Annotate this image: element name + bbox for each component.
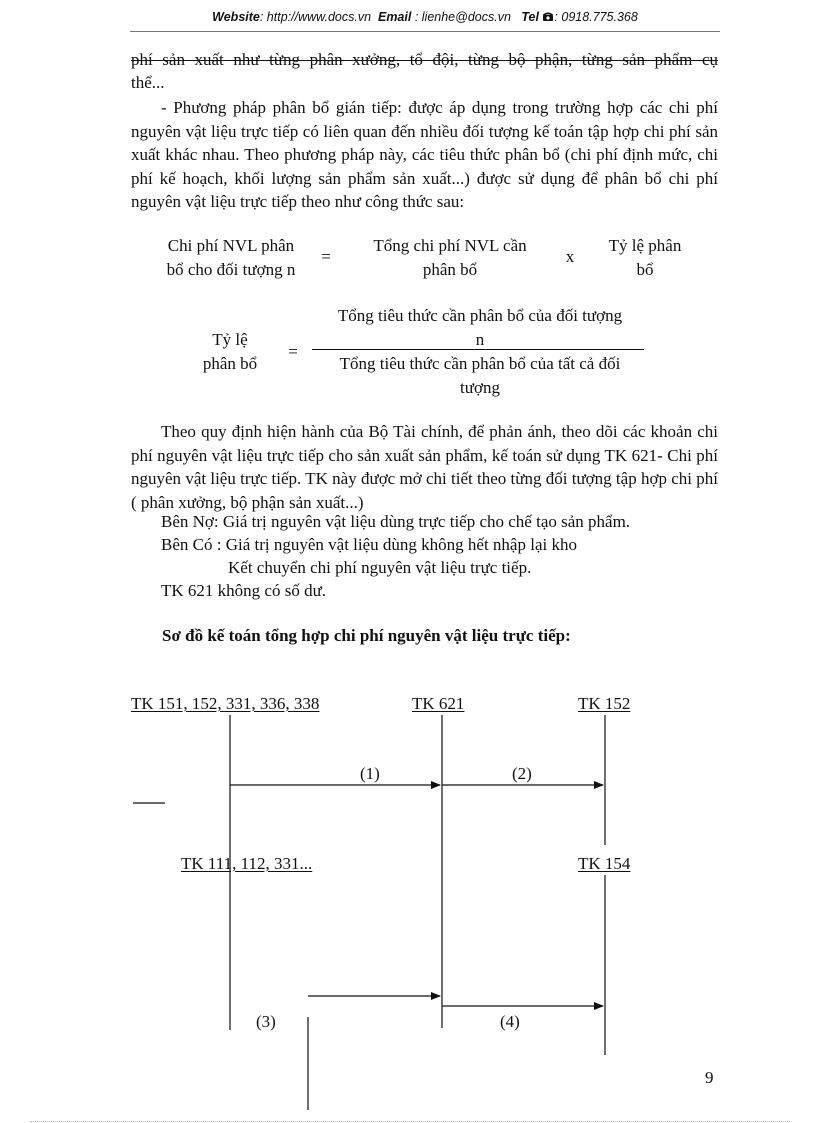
formula2-lhs-line2: phân bổ <box>202 354 258 373</box>
formula1-lhs-line2: bổ cho đối tượng n <box>166 260 296 279</box>
cut-off-line-end: thể... <box>131 73 165 92</box>
page-number: 9 <box>705 1068 714 1087</box>
account-tk152: TK 152 <box>578 694 631 713</box>
flow-label-1: (1) <box>360 764 380 783</box>
formula1-rhs-line1: Tỷ lệ phân <box>608 236 682 255</box>
formula2-num-line1: Tổng tiêu thức cần phân bổ của đối tượng <box>337 306 623 325</box>
regulation-paragraph: Theo quy định hiện hành của Bộ Tài chính, để phản ánh, theo dõi các khoản chi phí nguyên vật liệu trực tiếp cho sản xuất sản phẩm, kế toán sử dụng TK 621- Chi phí nguyên vật liệu trực tiếp. TK này được mở chi tiết theo từng đối tượng tập hợp chi phí ( phân xưởng, bộ phận sản xuất...) <box>131 422 718 512</box>
tel-label: Tel <box>521 10 539 24</box>
formula2-lhs-line1: Tỷ lệ <box>212 330 248 349</box>
formula2-num-line2: n <box>475 330 485 349</box>
ben-co-line: Bên Có : Giá trị nguyên vật liệu dùng không hết nhập lại kho <box>161 535 577 554</box>
email-value: : lienhe@docs.vn <box>414 10 511 24</box>
formula1-rhs-line2: bổ <box>636 260 654 279</box>
diagram-heading: Sơ đồ kế toán tổng hợp chi phí nguyên vật liệu trực tiếp: <box>162 626 571 645</box>
formula2-den-line2: tượng <box>460 378 500 397</box>
flow-label-4: (4) <box>500 1012 520 1031</box>
formula2-equals: = <box>288 342 298 361</box>
cut-off-line: phí sản xuất như từng phân xưởng, tổ đội, từng bộ phận, từng sản phẩm cụ <box>131 50 718 69</box>
ben-no-line: Bên Nợ: Giá trị nguyên vật liệu dùng trực tiếp cho chế tạo sản phẩm. <box>161 512 631 531</box>
flow-label-2: (2) <box>512 764 532 783</box>
account-tk151: TK 151, 152, 331, 336, 338 <box>131 694 320 713</box>
account-tk154: TK 154 <box>578 854 631 873</box>
tel-value: : 0918.775.368 <box>554 10 638 24</box>
email-label: Email <box>377 10 412 24</box>
footer-divider <box>30 1121 790 1122</box>
website-label: Website <box>212 10 260 24</box>
formula1-equals: = <box>321 247 331 266</box>
formula1-mid-line1: Tổng chi phí NVL cần <box>373 236 527 255</box>
ket-chuyen-line: Kết chuyển chi phí nguyên vật liệu trực tiếp. <box>228 558 532 577</box>
formula1-times: x <box>565 247 575 266</box>
indirect-method-paragraph: - Phương pháp phân bổ gián tiếp: được áp dụng trong trường hợp các chi phí nguyên vật liệu trực tiếp có liên quan đến nhiều đối tượng kế toán tập hợp chi phí sản xuất khác nhau. Theo phương pháp này, các tiêu thức phân bổ (chi phí định mức, chi phí kế hoạch, khối lượng sản phẩm sản xuất...) được sử dụng để phân bổ chi phí nguyên vật liệu trực tiếp theo như công thức sau: <box>131 98 718 211</box>
flow-label-3: (3) <box>256 1012 276 1031</box>
formula1-lhs-line1: Chi phí NVL phân <box>167 236 295 255</box>
formula1-mid-line2: phân bổ <box>422 260 478 279</box>
website-value: : http://www.docs.vn <box>259 10 372 24</box>
formula2-den-line1: Tổng tiêu thức cần phân bổ của tất cả đối <box>339 354 621 373</box>
account-tk111: TK 111, 112, 331... <box>181 854 313 873</box>
account-tk621: TK 621 <box>412 694 465 713</box>
no-balance-line: TK 621 không có số dư. <box>161 581 327 600</box>
